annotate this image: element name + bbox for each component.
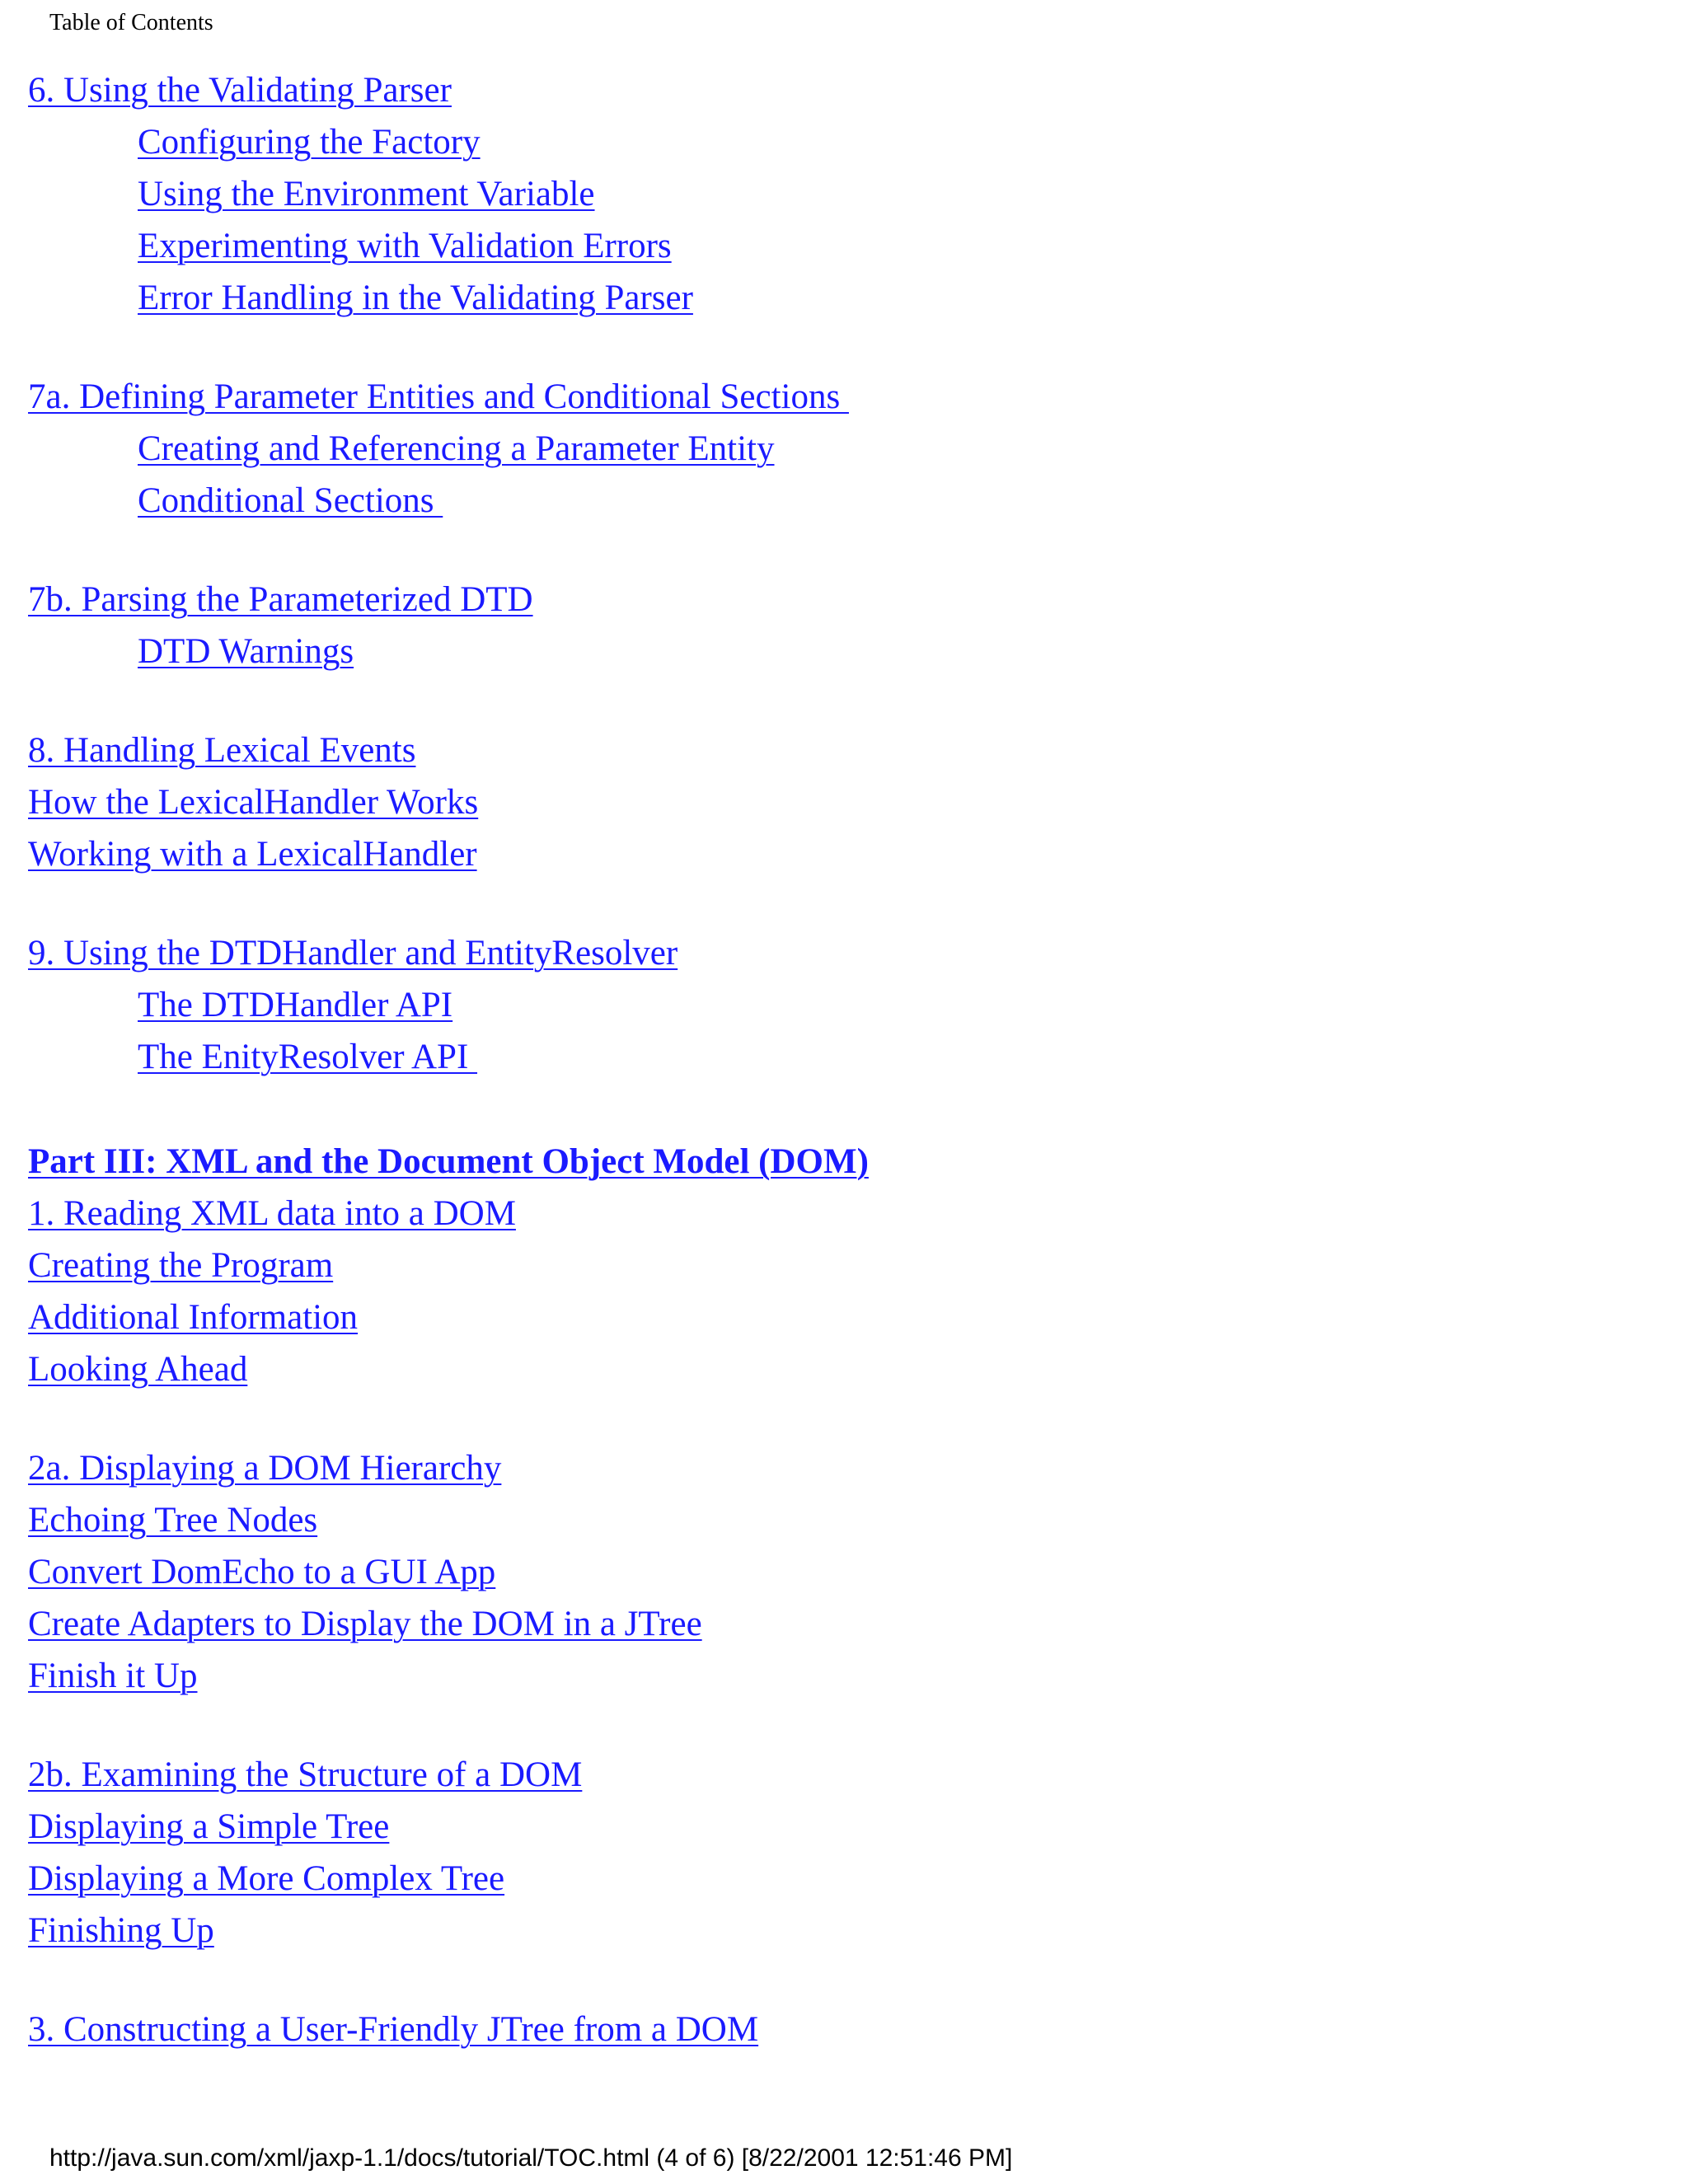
toc-entry-link[interactable]: 2a. Displaying a DOM Hierarchy bbox=[28, 1449, 502, 1488]
page-footer-url: http://java.sun.com/xml/jaxp-1.1/docs/tutorial/TOC.html (4 of 6) [8/22/2001 12:51:46 PM] bbox=[49, 2144, 1013, 2172]
toc-subentry-link[interactable]: Configuring the Factory bbox=[138, 123, 481, 162]
toc-entry-link[interactable]: 9. Using the DTDHandler and EntityResolver bbox=[28, 934, 678, 972]
toc-subentry-link[interactable]: The EnityResolver API bbox=[138, 1038, 478, 1076]
toc-entry-link[interactable]: How the LexicalHandler Works bbox=[28, 783, 479, 822]
toc-entry-link[interactable]: Creating the Program bbox=[28, 1246, 334, 1285]
toc-entry-link[interactable]: Displaying a More Complex Tree bbox=[28, 1859, 505, 1898]
toc-entry-link[interactable]: 7b. Parsing the Parameterized DTD bbox=[28, 580, 533, 619]
toc-subentry-link[interactable]: DTD Warnings bbox=[138, 632, 354, 671]
toc-entry-link[interactable]: Working with a LexicalHandler bbox=[28, 835, 477, 874]
toc-part-heading-link[interactable]: Part III: XML and the Document Object Model (DOM) bbox=[28, 1142, 869, 1181]
toc-entry-link[interactable]: Echoing Tree Nodes bbox=[28, 1501, 318, 1540]
toc-entry-link[interactable]: Additional Information bbox=[28, 1298, 359, 1337]
toc-entry-link[interactable]: 1. Reading XML data into a DOM bbox=[28, 1194, 516, 1233]
toc-entry-link[interactable]: 6. Using the Validating Parser bbox=[28, 71, 452, 110]
toc-subentry-link[interactable]: Creating and Referencing a Parameter Entity bbox=[138, 429, 775, 468]
page-header-title: Table of Contents bbox=[49, 10, 213, 35]
toc-entry-link[interactable]: Looking Ahead bbox=[28, 1350, 248, 1389]
toc-entry-link[interactable]: Finishing Up bbox=[28, 1911, 214, 1950]
toc-entry-link[interactable]: Convert DomEcho to a GUI App bbox=[28, 1553, 496, 1591]
toc-subentry-link[interactable]: Using the Environment Variable bbox=[138, 175, 595, 213]
toc-subentry-link[interactable]: Conditional Sections bbox=[138, 481, 443, 520]
toc-subentry-link[interactable]: Experimenting with Validation Errors bbox=[138, 227, 672, 265]
toc-entry-link[interactable]: Create Adapters to Display the DOM in a JTree bbox=[28, 1605, 702, 1643]
toc-entry-link[interactable]: 8. Handling Lexical Events bbox=[28, 731, 416, 770]
toc-subentry-link[interactable]: The DTDHandler API bbox=[138, 986, 453, 1024]
toc-entry-link[interactable]: Finish it Up bbox=[28, 1657, 198, 1695]
toc-entry-link[interactable]: 2b. Examining the Structure of a DOM bbox=[28, 1755, 583, 1794]
toc-entry-link[interactable]: 7a. Defining Parameter Entities and Conditional Sections bbox=[28, 377, 849, 416]
toc-subentry-link[interactable]: Error Handling in the Validating Parser bbox=[138, 279, 693, 317]
toc-entry-link[interactable]: Displaying a Simple Tree bbox=[28, 1807, 390, 1846]
toc-entry-link[interactable]: 3. Constructing a User-Friendly JTree from a DOM bbox=[28, 2010, 759, 2049]
